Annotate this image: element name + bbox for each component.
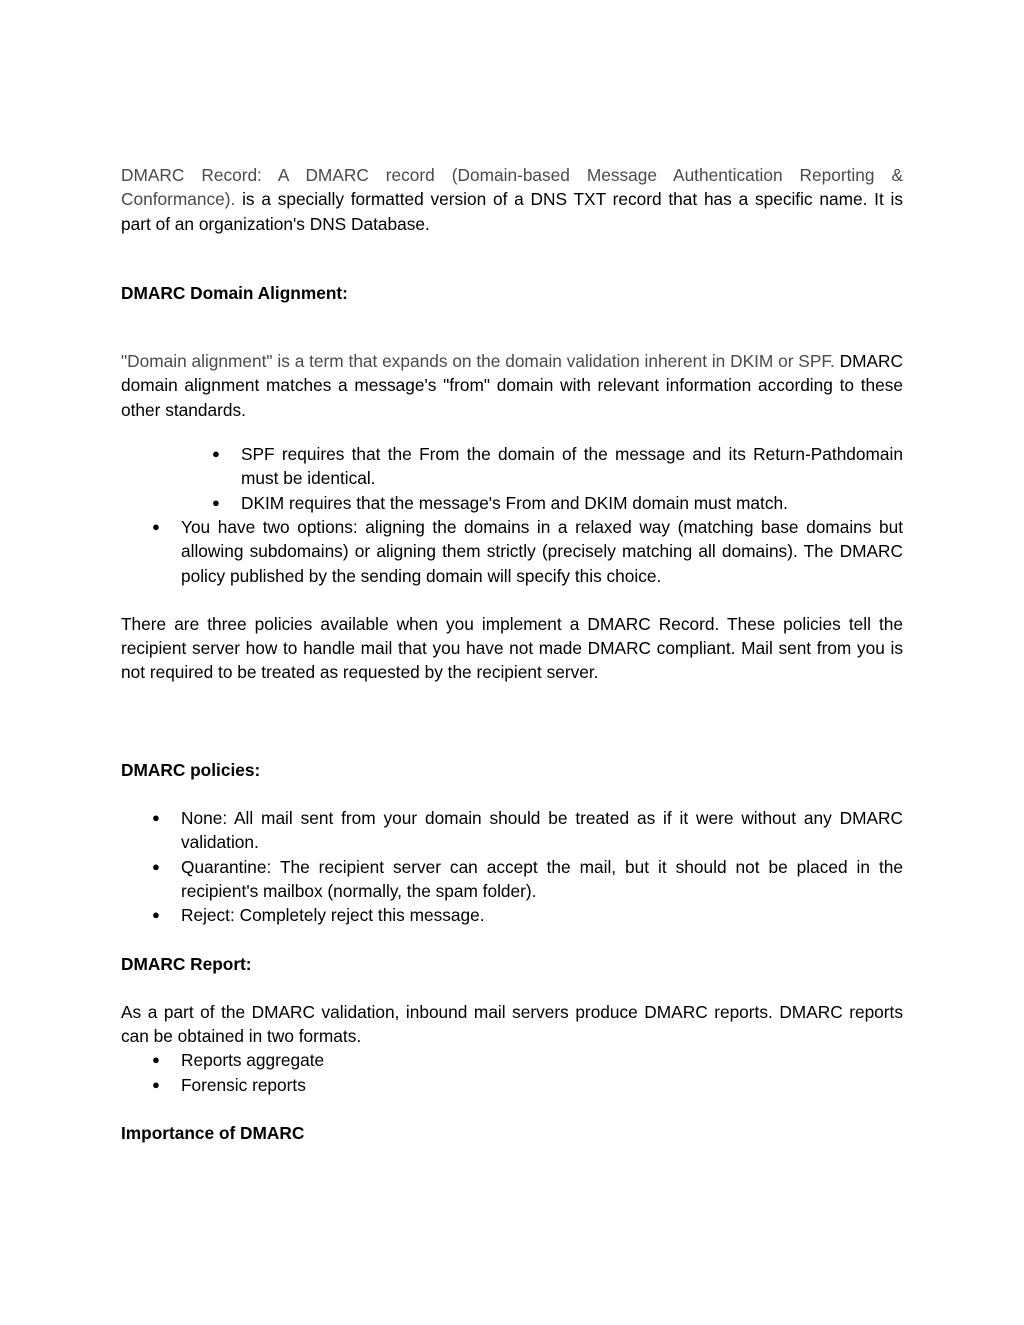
alignment-black-text: DMARC domain alignment matches a message's "from" domain with relevant information according to these other standards.: [121, 351, 903, 420]
list-item: [152, 903, 903, 927]
alignment-sub-list: [121, 442, 903, 515]
alignment-top-list: [121, 515, 903, 588]
alignment-gray-text: "Domain alignment" is a term that expands on the domain validation inherent in DKIM or SPF.: [121, 351, 835, 372]
list-item: [152, 806, 903, 855]
bullet-icon: ●: [152, 1076, 160, 1092]
list-item: [152, 1073, 903, 1097]
alignment-paragraph: [121, 349, 903, 422]
list-item: [152, 515, 903, 588]
report-list: [121, 1048, 903, 1097]
intro-gray-text: DMARC Record: A DMARC record (Domain-based Message Authentication Reporting & Conformance).: [121, 165, 903, 210]
report-heading: DMARC Report:: [121, 953, 252, 974]
document-page: [121, 163, 903, 1145]
list-item-text: Reports aggregate: [181, 1050, 325, 1071]
list-item: [212, 442, 903, 491]
intro-black-text: is a specially formatted version of a DNS TXT record that has a specific name. It is part of an organization's DNS Database.: [121, 189, 903, 234]
policies-heading: DMARC policies:: [121, 759, 261, 780]
intro-paragraph: [121, 163, 903, 236]
bullet-icon: ●: [152, 858, 160, 874]
importance-heading: Importance of DMARC: [121, 1123, 305, 1144]
list-item-text: You have two options: aligning the domains in a relaxed way (matching base domains but allowing subdomains) or aligning them strictly (precisely matching all domains). The DMARC policy published by the sending domain will specify this choice.: [181, 516, 903, 586]
report-paragraph: As a part of the DMARC validation, inbound mail servers produce DMARC reports. DMARC reports can be obtained in two formats.: [121, 1001, 903, 1047]
list-item: [152, 1048, 903, 1072]
list-item-text: Forensic reports: [181, 1074, 306, 1095]
bullet-icon: ●: [152, 907, 160, 923]
bullet-icon: ●: [152, 810, 160, 826]
bullet-icon: ●: [152, 1052, 160, 1068]
bullet-icon: ●: [212, 446, 220, 462]
bullet-icon: ●: [212, 494, 220, 510]
bullet-icon: ●: [152, 518, 160, 534]
list-item: [212, 491, 903, 515]
list-item-text: SPF requires that the From the domain of the message and its Return-Pathdomain must be identical.: [241, 444, 903, 489]
list-item-text: DKIM requires that the message's From and DKIM domain must match.: [241, 492, 788, 513]
list-item-text: Quarantine: The recipient server can accept the mail, but it should not be placed in the recipient's mailbox (normally, the spam folder).: [181, 856, 903, 901]
alignment-heading: DMARC Domain Alignment:: [121, 282, 348, 303]
list-item: [152, 855, 903, 904]
list-item-text: None: All mail sent from your domain should be treated as if it were without any DMARC validation.: [181, 808, 903, 853]
list-item-text: Reject: Completely reject this message.: [181, 905, 485, 926]
policies-list: [121, 806, 903, 927]
policies-intro-paragraph: There are three policies available when you implement a DMARC Record. These policies tell the recipient server how to handle mail that you have not made DMARC compliant. Mail sent from you is not required to be treated as requested by the recipient server.: [121, 613, 903, 683]
